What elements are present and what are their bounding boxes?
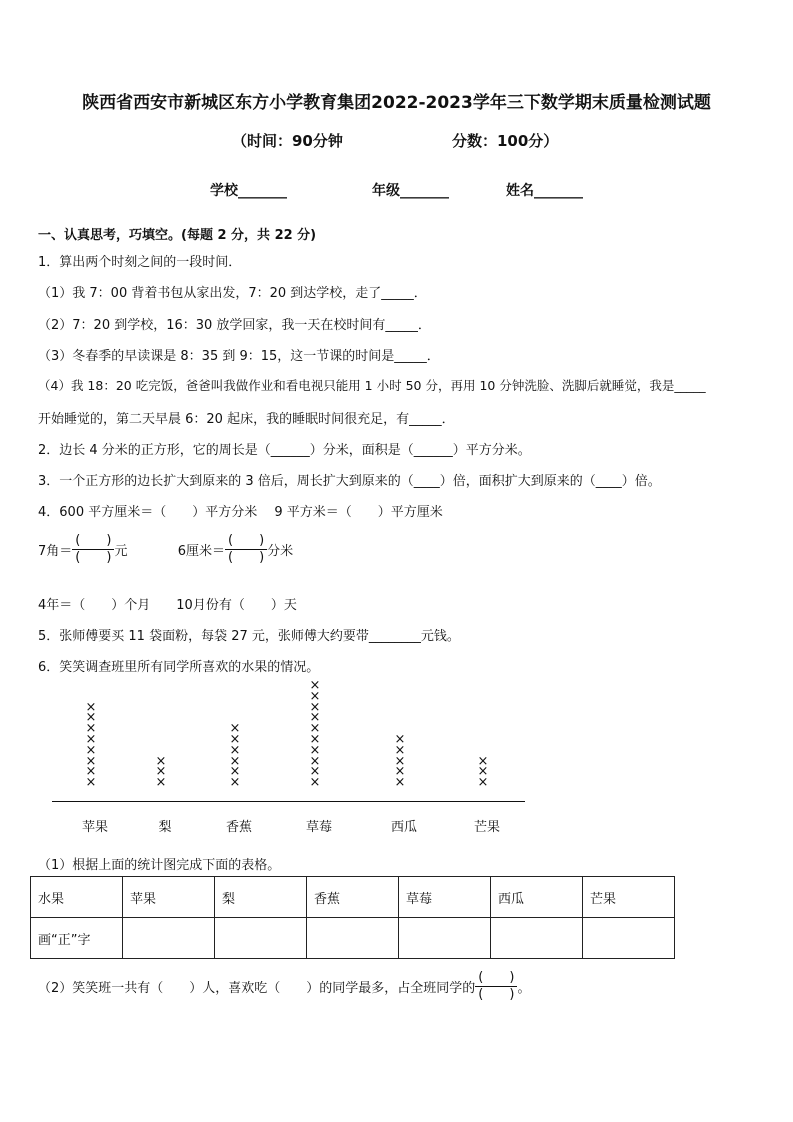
pictograph-mark: × — [394, 764, 406, 780]
q4-line1: 4．600 平方厘米＝（ ）平方分米 9 平方米＝（ ）平方厘米 — [38, 505, 443, 520]
tally-table — [30, 876, 675, 959]
q4b-fraction — [225, 533, 267, 566]
table-header-cell: 梨 — [215, 877, 307, 918]
q4b-left: 6厘米＝ — [177, 544, 226, 559]
pictograph-mark: × — [477, 753, 489, 769]
pictograph-category-label: 草莓 — [305, 820, 332, 835]
pictograph-mark: × — [309, 688, 321, 704]
pictograph-mark: × — [229, 742, 241, 758]
pictograph-column — [476, 753, 490, 791]
section-heading: 一、认真思考，巧填空。(每题 2 分，共 22 分) — [38, 228, 317, 243]
pictograph-mark: × — [309, 721, 321, 737]
table-header-cell: 草莓 — [399, 877, 491, 918]
q4b-right: 分米 — [267, 544, 294, 559]
pictograph-mark: × — [229, 775, 241, 791]
pictograph-mark: × — [309, 753, 321, 769]
q2: 2．边长 4 分米的正方形，它的周长是（______）分米，面积是（______）平方分米。 — [38, 443, 531, 458]
q4b-numerator: ( ) — [225, 533, 267, 550]
q4a-right: 元 — [114, 544, 128, 559]
table-row-label: 画“正”字 — [31, 918, 123, 959]
q1-sub3: （3）冬春季的早读课是 8：35 到 9：15，这一节课的时间是_____． — [38, 349, 440, 364]
pictograph-category-label: 西瓜 — [390, 820, 417, 835]
q6-numerator: ( ) — [475, 970, 517, 987]
pictograph-mark: × — [85, 775, 97, 791]
pictograph-mark: × — [309, 775, 321, 791]
pictograph-column — [308, 678, 322, 791]
pictograph-column — [84, 699, 98, 791]
pictograph-mark: × — [309, 678, 321, 693]
pictograph-column — [228, 721, 242, 791]
pictograph-category-label: 香蕉 — [225, 820, 252, 835]
pictograph-category-label: 芒果 — [473, 820, 500, 835]
pictograph-mark: × — [85, 710, 97, 726]
q5: 5．张师傅要买 11 袋面粉，每袋 27 元，张师傅大约要带________元钱。 — [38, 629, 460, 644]
pictograph-mark: × — [85, 699, 97, 715]
pictograph-mark: × — [229, 764, 241, 780]
q6-fraction — [475, 970, 517, 1003]
tally-cell-watermelon[interactable] — [491, 918, 583, 959]
q1-sub1: （1）我 7：00 背着书包从家出发，7：20 到达学校，走了_____． — [38, 286, 427, 301]
score-label: 分数：100分） — [452, 132, 559, 150]
table-header-cell: 香蕉 — [307, 877, 399, 918]
q6-sub1: （1）根据上面的统计图完成下面的表格。 — [38, 858, 281, 873]
table-row — [31, 918, 675, 959]
pictograph-column — [154, 753, 168, 791]
q4b-denominator: ( ) — [228, 550, 265, 565]
tally-cell-banana[interactable] — [307, 918, 399, 959]
pictograph-mark: × — [309, 764, 321, 780]
pictograph-mark: × — [309, 731, 321, 747]
pictograph-mark: × — [309, 710, 321, 726]
pictograph-mark: × — [309, 742, 321, 758]
pictograph-mark: × — [85, 764, 97, 780]
q1-sub4-line2: 开始睡觉的，第二天早晨 6：20 起床，我的睡眠时间很充足，有_____． — [38, 412, 455, 427]
pictograph-axis — [52, 801, 525, 802]
q6-sub2-text: （2）笑笑班一共有（ ）人，喜欢吃（ ）的同学最多，占全班同学的 — [38, 981, 476, 996]
q4a-denominator: ( ) — [75, 550, 112, 565]
name-field: 姓名_______ — [506, 183, 583, 199]
table-row — [31, 877, 675, 918]
q1-sub2: （2）7：20 到学校，16：30 放学回家，我一天在校时间有_____． — [38, 318, 431, 333]
pictograph-column — [393, 732, 407, 791]
pictograph-mark: × — [155, 753, 167, 769]
tally-cell-apple[interactable] — [123, 918, 215, 959]
q1-stem: 1．算出两个时刻之间的一段时间． — [38, 255, 242, 270]
pictograph-mark: × — [477, 764, 489, 780]
q4-fraction-line — [38, 533, 293, 566]
pictograph-category-label: 梨 — [158, 820, 172, 835]
q1-sub4-line1: （4）我 18：20 吃完饭，爸爸叫我做作业和看电视只能用 1 小时 50 分，再用 10 分钟洗脸、洗脚后就睡觉，我是_____ — [38, 378, 706, 393]
tally-cell-mango[interactable] — [583, 918, 675, 959]
q6-denominator: ( ) — [478, 987, 515, 1002]
pictograph-mark: × — [155, 764, 167, 780]
q3: 3．一个正方形的边长扩大到原来的 3 倍后，周长扩大到原来的（____）倍，面积扩大到原来的（____）倍。 — [38, 474, 661, 489]
q6-sub2 — [38, 970, 530, 1003]
q4-line3: 4年＝（ ）个月 10月份有（ ）天 — [38, 598, 297, 613]
time-label: （时间：90分钟 — [232, 132, 343, 150]
pictograph-mark: × — [229, 731, 241, 747]
tally-cell-strawberry[interactable] — [399, 918, 491, 959]
table-header-cell: 苹果 — [123, 877, 215, 918]
pictograph-mark: × — [229, 753, 241, 769]
pictograph-mark: × — [309, 699, 321, 715]
pictograph-mark: × — [85, 721, 97, 737]
pictograph-mark: × — [394, 742, 406, 758]
tally-cell-pear[interactable] — [215, 918, 307, 959]
pictograph-mark: × — [155, 775, 167, 791]
grade-field: 年级_______ — [372, 183, 449, 199]
table-header-cell: 西瓜 — [491, 877, 583, 918]
q4a-numerator: ( ) — [72, 533, 114, 550]
pictograph-mark: × — [394, 732, 406, 747]
q6-sub2-end: 。 — [517, 981, 531, 996]
table-header-cell: 水果 — [31, 877, 123, 918]
pictograph-category-label: 苹果 — [81, 820, 108, 835]
pictograph-mark: × — [85, 731, 97, 747]
pictograph-mark: × — [394, 753, 406, 769]
page-title: 陕西省西安市新城区东方小学教育集团2022-2023学年三下数学期末质量检测试题 — [82, 93, 711, 113]
q4a-fraction — [72, 533, 114, 566]
pictograph-mark: × — [229, 721, 241, 737]
pictograph-mark: × — [477, 775, 489, 791]
pictograph-mark: × — [85, 753, 97, 769]
q6-stem: 6．笑笑调查班里所有同学所喜欢的水果的情况。 — [38, 660, 320, 675]
table-header-cell: 芒果 — [583, 877, 675, 918]
pictograph-mark: × — [85, 742, 97, 758]
pictograph-mark: × — [394, 775, 406, 791]
q4a-left: 7角＝ — [38, 544, 73, 559]
school-field: 学校_______ — [210, 183, 287, 199]
